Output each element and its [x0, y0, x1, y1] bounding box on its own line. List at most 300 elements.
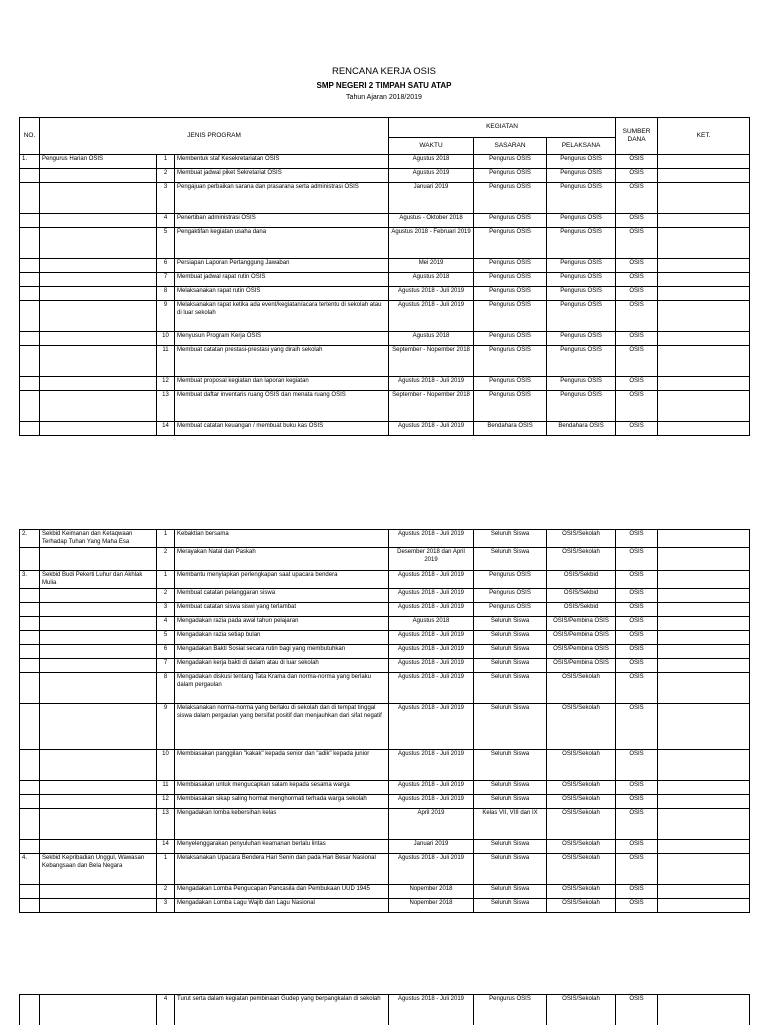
- ket-cell: [658, 259, 750, 273]
- ket-cell: [658, 704, 750, 750]
- table-row: [20, 809, 750, 840]
- pelaksana-cell: OSIS/Sekbid: [547, 571, 616, 589]
- group-number: [20, 795, 40, 809]
- group-name: [40, 183, 157, 214]
- sasaran-cell: Pengurus OSIS: [474, 589, 547, 603]
- row-number: 1: [157, 571, 175, 589]
- pelaksana-cell: Pengurus OSIS: [547, 183, 616, 214]
- pelaksana-cell: OSIS/Pembina OSIS: [547, 659, 616, 673]
- row-number: 13: [157, 809, 175, 840]
- pelaksana-cell: OSIS/Sekolah: [547, 995, 616, 1025]
- pelaksana-cell: Pengurus OSIS: [547, 273, 616, 287]
- row-number: 14: [157, 840, 175, 854]
- group-number: [20, 840, 40, 854]
- sasaran-cell: Pengurus OSIS: [474, 183, 547, 214]
- table-row: [20, 287, 750, 301]
- waktu-cell: September - Nopember 2018: [389, 391, 474, 422]
- group-name: [40, 377, 157, 391]
- sumber-dana-cell: OSIS: [616, 659, 658, 673]
- row-number: 7: [157, 273, 175, 287]
- row-number: 8: [157, 287, 175, 301]
- group-number: [20, 899, 40, 913]
- group-number: [20, 259, 40, 273]
- sumber-dana-cell: OSIS: [616, 854, 658, 885]
- ket-cell: [658, 346, 750, 377]
- school-name: SMP NEGERI 2 TIMPAH SATU ATAP: [316, 81, 452, 90]
- pelaksana-cell: Pengurus OSIS: [547, 287, 616, 301]
- table-row: [20, 795, 750, 809]
- sumber-dana-cell: OSIS: [616, 391, 658, 422]
- waktu-cell: Agustus 2018: [389, 273, 474, 287]
- group-name: [40, 589, 157, 603]
- row-number: 2: [157, 885, 175, 899]
- row-number: 5: [157, 228, 175, 259]
- waktu-cell: Agustus 2018 - Juli 2019: [389, 795, 474, 809]
- waktu-cell: Mei 2019: [389, 259, 474, 273]
- sasaran-cell: Kelas VII, VIII dan IX: [474, 809, 547, 840]
- table-row: [20, 155, 750, 169]
- sumber-dana-cell: OSIS: [616, 273, 658, 287]
- sumber-dana-cell: OSIS: [616, 704, 658, 750]
- sumber-dana-cell: OSIS: [616, 169, 658, 183]
- program-text: Membiasakan panggilan "kakak" kepada senior dan "adik" kepada junior: [175, 750, 389, 781]
- table-row: [20, 645, 750, 659]
- program-text: Membuat proposal kegiatan dan laporan kegiatan: [175, 377, 389, 391]
- pelaksana-cell: OSIS/Sekolah: [547, 548, 616, 571]
- row-number: 9: [157, 704, 175, 750]
- pelaksana-cell: OSIS/Sekolah: [547, 899, 616, 913]
- waktu-cell: Agustus 2018: [389, 332, 474, 346]
- pelaksana-cell: OSIS/Sekolah: [547, 704, 616, 750]
- program-text: Melaksanakan Upacara Bendera Hari Senin dan pada Hari Besar Nasional: [175, 854, 389, 885]
- program-text: Membentuk staf Kesekretariatan OSIS: [175, 155, 389, 169]
- header-no: NO.: [20, 118, 40, 155]
- waktu-cell: Agustus 2018 - Juli 2019: [389, 854, 474, 885]
- waktu-cell: Agustus 2018 - Juli 2019: [389, 781, 474, 795]
- group-name: [40, 214, 157, 228]
- sumber-dana-cell: OSIS: [616, 183, 658, 214]
- group-name: [40, 673, 157, 704]
- row-number: 12: [157, 377, 175, 391]
- sasaran-cell: Pengurus OSIS: [474, 228, 547, 259]
- header-waktu: WAKTU: [389, 138, 474, 155]
- group-number: [20, 214, 40, 228]
- ket-cell: [658, 422, 750, 436]
- sasaran-cell: Pengurus OSIS: [474, 332, 547, 346]
- sasaran-cell: Pengurus OSIS: [474, 273, 547, 287]
- ket-cell: [658, 885, 750, 899]
- program-table-section-1: [19, 117, 750, 436]
- table-row: [20, 346, 750, 377]
- row-number: 14: [157, 422, 175, 436]
- group-name: [40, 840, 157, 854]
- pelaksana-cell: OSIS/Sekolah: [547, 809, 616, 840]
- sumber-dana-cell: OSIS: [616, 301, 658, 332]
- group-name: [40, 899, 157, 913]
- group-number: [20, 781, 40, 795]
- table-row: [20, 377, 750, 391]
- program-text: Mengadakan diskusi tentang Tata Krama dan norma-norma yang berlaku dalam pergaulan: [175, 673, 389, 704]
- sumber-dana-cell: OSIS: [616, 809, 658, 840]
- ket-cell: [658, 795, 750, 809]
- group-name: Sekbid Keimanan dan Ketaqwaan Terhadap Tuhan Yang Maha Esa: [40, 530, 157, 548]
- group-number: [20, 750, 40, 781]
- header-pelaksana: PELAKSANA: [547, 138, 616, 155]
- program-text: Menyelenggarakan penyuluhan keamanan berlalu lintas: [175, 840, 389, 854]
- group-number: [20, 422, 40, 436]
- ket-cell: [658, 631, 750, 645]
- sumber-dana-cell: OSIS: [616, 332, 658, 346]
- table-row: [20, 840, 750, 854]
- ket-cell: [658, 548, 750, 571]
- table-row: [20, 571, 750, 589]
- group-number: [20, 273, 40, 287]
- sumber-dana-cell: OSIS: [616, 995, 658, 1025]
- program-text: Membuat jadwal rapat rutin OSIS: [175, 273, 389, 287]
- pelaksana-cell: Pengurus OSIS: [547, 169, 616, 183]
- group-number: [20, 169, 40, 183]
- pelaksana-cell: OSIS/Sekolah: [547, 750, 616, 781]
- row-number: 1: [157, 530, 175, 548]
- group-name: [40, 259, 157, 273]
- group-number: [20, 346, 40, 377]
- sasaran-cell: Seluruh Siswa: [474, 548, 547, 571]
- table-row: [20, 589, 750, 603]
- waktu-cell: April 2019: [389, 809, 474, 840]
- program-text: Menyusun Program Kerja OSIS: [175, 332, 389, 346]
- sasaran-cell: Seluruh Siswa: [474, 795, 547, 809]
- group-number: [20, 183, 40, 214]
- group-number: [20, 673, 40, 704]
- program-text: Membiasakan untuk mengucapkan salam kepada sesama warga: [175, 781, 389, 795]
- group-number: [20, 228, 40, 259]
- program-text: Merayakan Natal dan Paskah: [175, 548, 389, 571]
- group-name: Pengurus Harian OSIS: [40, 155, 157, 169]
- waktu-cell: Agustus 2018 - Juli 2019: [389, 673, 474, 704]
- sumber-dana-cell: OSIS: [616, 571, 658, 589]
- waktu-cell: Agustus 2018 - Juli 2019: [389, 995, 474, 1025]
- group-number: [20, 589, 40, 603]
- header-ket: KET.: [658, 118, 750, 155]
- waktu-cell: Agustus 2018 - Juli 2019: [389, 704, 474, 750]
- program-text: Mengadakan razia setiap bulan: [175, 631, 389, 645]
- row-number: 4: [157, 617, 175, 631]
- waktu-cell: Desember 2018 dan April 2019: [389, 548, 474, 571]
- program-table-section-2: [19, 529, 750, 913]
- sasaran-cell: Pengurus OSIS: [474, 603, 547, 617]
- program-text: Mengadakan Lomba Pengucapan Pancasila dan Pembukaan UUD 1945: [175, 885, 389, 899]
- group-number: [20, 548, 40, 571]
- row-number: 3: [157, 603, 175, 617]
- sasaran-cell: Seluruh Siswa: [474, 899, 547, 913]
- waktu-cell: Agustus - Oktober 2018: [389, 214, 474, 228]
- table-row: [20, 169, 750, 183]
- table-row: [20, 631, 750, 645]
- group-number: [20, 809, 40, 840]
- group-name: [40, 332, 157, 346]
- ket-cell: [658, 301, 750, 332]
- sasaran-cell: Seluruh Siswa: [474, 885, 547, 899]
- sumber-dana-cell: OSIS: [616, 287, 658, 301]
- group-number: [20, 332, 40, 346]
- pelaksana-cell: Pengurus OSIS: [547, 332, 616, 346]
- waktu-cell: September - Nopember 2018: [389, 346, 474, 377]
- row-number: 10: [157, 750, 175, 781]
- row-number: 10: [157, 332, 175, 346]
- ket-cell: [658, 673, 750, 704]
- ket-cell: [658, 169, 750, 183]
- waktu-cell: Agustus 2018: [389, 617, 474, 631]
- sasaran-cell: Seluruh Siswa: [474, 840, 547, 854]
- sasaran-cell: Pengurus OSIS: [474, 301, 547, 332]
- table-row: [20, 995, 750, 1025]
- pelaksana-cell: OSIS/Pembina OSIS: [547, 631, 616, 645]
- waktu-cell: Agustus 2018 - Juli 2019: [389, 422, 474, 436]
- table-row: [20, 899, 750, 913]
- sasaran-cell: Pengurus OSIS: [474, 214, 547, 228]
- row-number: 6: [157, 259, 175, 273]
- group-name: [40, 631, 157, 645]
- table-row: [20, 530, 750, 548]
- sumber-dana-cell: OSIS: [616, 377, 658, 391]
- group-name: [40, 645, 157, 659]
- row-number: 11: [157, 781, 175, 795]
- group-number: [20, 287, 40, 301]
- group-name: [40, 228, 157, 259]
- waktu-cell: Agustus 2018 - Juli 2019: [389, 589, 474, 603]
- ket-cell: [658, 854, 750, 885]
- program-table-section-3: [19, 994, 750, 1025]
- ket-cell: [658, 603, 750, 617]
- sumber-dana-cell: OSIS: [616, 795, 658, 809]
- pelaksana-cell: Pengurus OSIS: [547, 259, 616, 273]
- ket-cell: [658, 645, 750, 659]
- table-row: [20, 548, 750, 571]
- sasaran-cell: Seluruh Siswa: [474, 750, 547, 781]
- program-text: Membuat catatan keuangan / membuat buku kas OSIS: [175, 422, 389, 436]
- row-number: 4: [157, 995, 175, 1025]
- ket-cell: [658, 809, 750, 840]
- table-row: [20, 781, 750, 795]
- table-row: [20, 183, 750, 214]
- sumber-dana-cell: OSIS: [616, 750, 658, 781]
- program-text: Turut serta dalam kegiatan pembinaan Gudep yang berpangkalan di sekolah: [175, 995, 389, 1025]
- group-name: [40, 617, 157, 631]
- ket-cell: [658, 155, 750, 169]
- group-name: [40, 301, 157, 332]
- program-text: Persiapan Laporan Pertanggung Jawaban: [175, 259, 389, 273]
- program-text: Mengadakan Bakti Sosial secara rutin bagi yang membutuhkan: [175, 645, 389, 659]
- waktu-cell: Agustus 2018 - Juli 2019: [389, 377, 474, 391]
- sumber-dana-cell: OSIS: [616, 899, 658, 913]
- program-text: Melaksanakan rapat ketika ada event/kegiatan/acara tertentu di sekolah atau di luar sekolah: [175, 301, 389, 332]
- row-number: 2: [157, 169, 175, 183]
- table-row: [20, 603, 750, 617]
- table-row: [20, 854, 750, 885]
- group-number: [20, 617, 40, 631]
- group-name: Sekbid Kepribadian Unggul, Wawasan Kebangsaan dan Bela Negara: [40, 854, 157, 885]
- pelaksana-cell: OSIS/Sekolah: [547, 854, 616, 885]
- ket-cell: [658, 391, 750, 422]
- table-row: [20, 301, 750, 332]
- sasaran-cell: Pengurus OSIS: [474, 571, 547, 589]
- program-text: Membiasakan sikap saling hormat menghormati terhada warga sekolah: [175, 795, 389, 809]
- ket-cell: [658, 228, 750, 259]
- sumber-dana-cell: OSIS: [616, 840, 658, 854]
- waktu-cell: Agustus 2018 - Juli 2019: [389, 571, 474, 589]
- pelaksana-cell: Pengurus OSIS: [547, 377, 616, 391]
- sasaran-cell: Bendahara OSIS: [474, 422, 547, 436]
- group-name: [40, 795, 157, 809]
- group-name: [40, 273, 157, 287]
- sasaran-cell: Seluruh Siswa: [474, 631, 547, 645]
- sasaran-cell: Pengurus OSIS: [474, 995, 547, 1025]
- header-sumber-dana: SUMBER DANA: [616, 118, 658, 155]
- row-number: 11: [157, 346, 175, 377]
- program-text: Membuat jadwal piket Sekretariat OSIS: [175, 169, 389, 183]
- sasaran-cell: Seluruh Siswa: [474, 530, 547, 548]
- row-number: 2: [157, 548, 175, 571]
- waktu-cell: Agustus 2018 - Juli 2019: [389, 301, 474, 332]
- group-name: [40, 169, 157, 183]
- pelaksana-cell: Pengurus OSIS: [547, 228, 616, 259]
- pelaksana-cell: OSIS/Sekbid: [547, 589, 616, 603]
- sasaran-cell: Pengurus OSIS: [474, 377, 547, 391]
- group-number: [20, 645, 40, 659]
- group-number: 2.: [20, 530, 40, 548]
- sumber-dana-cell: OSIS: [616, 645, 658, 659]
- group-name: [40, 346, 157, 377]
- program-text: Mengadakan kerja bakti di dalam atau di luar sekolah: [175, 659, 389, 673]
- sumber-dana-cell: OSIS: [616, 346, 658, 377]
- group-number: [20, 391, 40, 422]
- table-row: [20, 885, 750, 899]
- table-row: [20, 391, 750, 422]
- group-name: [40, 995, 157, 1025]
- document-title: RENCANA KERJA OSIS: [331, 66, 436, 77]
- table-row: [20, 673, 750, 704]
- header-kegiatan: KEGIATAN: [389, 118, 616, 138]
- row-number: 12: [157, 795, 175, 809]
- group-number: 3.: [20, 571, 40, 589]
- ket-cell: [658, 377, 750, 391]
- ket-cell: [658, 840, 750, 854]
- waktu-cell: Agustus 2018: [389, 155, 474, 169]
- row-number: 7: [157, 659, 175, 673]
- ket-cell: [658, 617, 750, 631]
- sumber-dana-cell: OSIS: [616, 530, 658, 548]
- waktu-cell: Nopember 2018: [389, 885, 474, 899]
- sumber-dana-cell: OSIS: [616, 617, 658, 631]
- row-number: 1: [157, 854, 175, 885]
- pelaksana-cell: Pengurus OSIS: [547, 301, 616, 332]
- sasaran-cell: Seluruh Siswa: [474, 673, 547, 704]
- group-name: [40, 391, 157, 422]
- sumber-dana-cell: OSIS: [616, 155, 658, 169]
- pelaksana-cell: Bendahara OSIS: [547, 422, 616, 436]
- table-body-1: [20, 155, 750, 436]
- row-number: 1: [157, 155, 175, 169]
- sumber-dana-cell: OSIS: [616, 631, 658, 645]
- row-number: 6: [157, 645, 175, 659]
- group-name: [40, 422, 157, 436]
- program-text: Kebaktian bersama: [175, 530, 389, 548]
- row-number: 5: [157, 631, 175, 645]
- pelaksana-cell: OSIS/Sekolah: [547, 840, 616, 854]
- pelaksana-cell: OSIS/Sekolah: [547, 530, 616, 548]
- program-text: Melaksanakan norma-norma yang berlaku di sekolah dan di tempat tinggal siswa dalam pergaulan yang bersifat positif dan menjauhkan dari sifat negatif: [175, 704, 389, 750]
- program-text: Membantu menyiapkan perlengkapan saat upacara bendera: [175, 571, 389, 589]
- group-name: [40, 287, 157, 301]
- waktu-cell: Agustus 2018 - Juli 2019: [389, 659, 474, 673]
- group-name: Sekbid Budi Pekerti Luhur dan Akhlak Mulia: [40, 571, 157, 589]
- sasaran-cell: Pengurus OSIS: [474, 346, 547, 377]
- waktu-cell: Agustus 2018 - Juli 2019: [389, 603, 474, 617]
- table-row: [20, 273, 750, 287]
- ket-cell: [658, 781, 750, 795]
- sumber-dana-cell: OSIS: [616, 673, 658, 704]
- program-text: Membuat daftar inventaris ruang OSIS dan menata ruang OSIS: [175, 391, 389, 422]
- ket-cell: [658, 899, 750, 913]
- group-name: [40, 659, 157, 673]
- waktu-cell: Agustus 2018 - Juli 2019: [389, 287, 474, 301]
- sumber-dana-cell: OSIS: [616, 548, 658, 571]
- row-number: 8: [157, 673, 175, 704]
- program-text: Pengajuan perbaikan sarana dan prasarana serta administrasi OSIS: [175, 183, 389, 214]
- pelaksana-cell: OSIS/Pembina OSIS: [547, 645, 616, 659]
- group-number: [20, 603, 40, 617]
- program-text: Melaksanakan rapat rutin OSIS: [175, 287, 389, 301]
- pelaksana-cell: Pengurus OSIS: [547, 391, 616, 422]
- program-text: Mengadakan lomba kebersihan kelas: [175, 809, 389, 840]
- waktu-cell: Agustus 2018 - Februari 2019: [389, 228, 474, 259]
- group-number: [20, 301, 40, 332]
- table-row: [20, 659, 750, 673]
- sumber-dana-cell: OSIS: [616, 228, 658, 259]
- row-number: 3: [157, 183, 175, 214]
- group-name: [40, 885, 157, 899]
- group-name: [40, 750, 157, 781]
- table-row: [20, 214, 750, 228]
- ket-cell: [658, 332, 750, 346]
- pelaksana-cell: OSIS/Pembina OSIS: [547, 617, 616, 631]
- sasaran-cell: Seluruh Siswa: [474, 704, 547, 750]
- group-number: [20, 885, 40, 899]
- program-text: Penertiban administrasi OSIS: [175, 214, 389, 228]
- pelaksana-cell: OSIS/Sekolah: [547, 673, 616, 704]
- group-number: [20, 704, 40, 750]
- pelaksana-cell: OSIS/Sekolah: [547, 795, 616, 809]
- program-text: Pengaktifan kegiatan usaha dana: [175, 228, 389, 259]
- sasaran-cell: Seluruh Siswa: [474, 781, 547, 795]
- group-number: 4.: [20, 854, 40, 885]
- sumber-dana-cell: OSIS: [616, 885, 658, 899]
- group-name: [40, 603, 157, 617]
- sasaran-cell: Pengurus OSIS: [474, 155, 547, 169]
- group-number: 1.: [20, 155, 40, 169]
- table-body-2: [20, 530, 750, 913]
- pelaksana-cell: Pengurus OSIS: [547, 346, 616, 377]
- table-row: [20, 617, 750, 631]
- sumber-dana-cell: OSIS: [616, 781, 658, 795]
- program-text: Mengadakan Lomba Lagu Wajib dan Lagu Nasional: [175, 899, 389, 913]
- group-name: [40, 809, 157, 840]
- program-text: Membuat catatan pelanggaran siswa: [175, 589, 389, 603]
- sasaran-cell: Seluruh Siswa: [474, 659, 547, 673]
- row-number: 2: [157, 589, 175, 603]
- group-number: [20, 995, 40, 1025]
- row-number: 9: [157, 301, 175, 332]
